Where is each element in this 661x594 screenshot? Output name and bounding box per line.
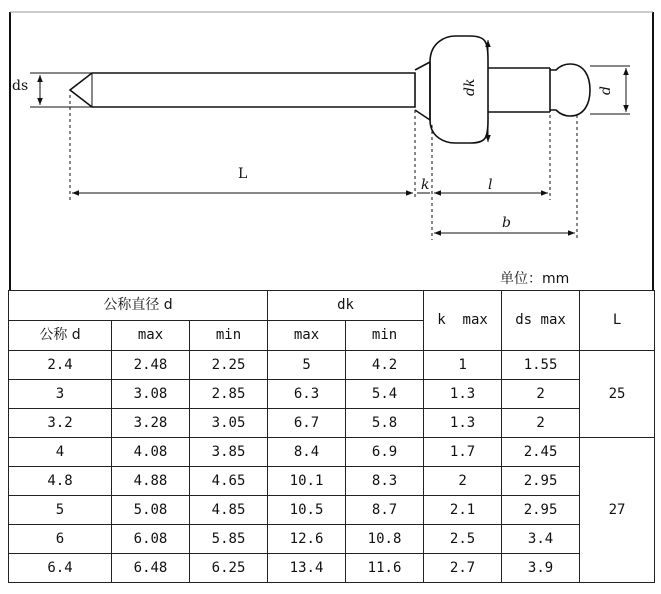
- cell-dk-max: 5: [268, 351, 346, 380]
- header-min: min: [190, 321, 268, 351]
- header-nominal-d: 公称 d: [9, 321, 112, 351]
- cell-max: 4.08: [112, 438, 190, 467]
- cell-dk-max: 13.4: [268, 554, 346, 583]
- table-row: [9, 496, 655, 525]
- header-dk-min: min: [346, 321, 424, 351]
- label-l: l: [488, 177, 493, 193]
- label-L: L: [238, 166, 248, 182]
- table-row: [9, 438, 655, 467]
- cell-dk-max: 10.5: [268, 496, 346, 525]
- mandrel: [70, 73, 415, 107]
- cell-dk-min: 8.3: [346, 467, 424, 496]
- cell-k-max: 2.5: [424, 525, 502, 554]
- cell-max: 3.28: [112, 409, 190, 438]
- label-dk: dk: [462, 78, 478, 96]
- cell-nominal-d: 3.2: [9, 409, 112, 438]
- header-dk: dk: [268, 291, 424, 321]
- cell-k-max: 1.7: [424, 438, 502, 467]
- header-nominal-diameter: 公称直径 d: [9, 291, 268, 321]
- cell-dk-min: 6.9: [346, 438, 424, 467]
- rivet-body: [488, 64, 590, 116]
- unit-label: 单位：mm: [500, 271, 570, 287]
- cell-k-max: 2: [424, 467, 502, 496]
- cell-k-max: 1: [424, 351, 502, 380]
- cell-ds-max: 2.45: [502, 438, 580, 467]
- cell-L-group-1: 25: [580, 351, 655, 438]
- cell-nominal-d: 2.4: [9, 351, 112, 380]
- cell-dk-min: 8.7: [346, 496, 424, 525]
- cell-ds-max: 1.55: [502, 351, 580, 380]
- cell-dk-max: 12.6: [268, 525, 346, 554]
- cell-max: 5.08: [112, 496, 190, 525]
- cell-min: 2.25: [190, 351, 268, 380]
- cell-min: 3.85: [190, 438, 268, 467]
- cell-max: 6.08: [112, 525, 190, 554]
- rivet-drawing: [0, 0, 661, 290]
- header-row-1: [9, 291, 655, 321]
- cell-dk-max: 6.3: [268, 380, 346, 409]
- cell-dk-max: 8.4: [268, 438, 346, 467]
- cell-k-max: 1.3: [424, 380, 502, 409]
- cell-dk-max: 10.1: [268, 467, 346, 496]
- cell-ds-max: 2: [502, 380, 580, 409]
- table-row: [9, 380, 655, 409]
- cell-ds-max: 2.95: [502, 496, 580, 525]
- cell-k-max: 2.1: [424, 496, 502, 525]
- header-dk-max: max: [268, 321, 346, 351]
- cell-nominal-d: 6.4: [9, 554, 112, 583]
- table-row: [9, 467, 655, 496]
- cell-max: 3.08: [112, 380, 190, 409]
- cell-min: 6.25: [190, 554, 268, 583]
- cell-nominal-d: 5: [9, 496, 112, 525]
- header-k-max: k max: [424, 291, 502, 351]
- label-k: k: [421, 177, 430, 193]
- cell-dk-min: 10.8: [346, 525, 424, 554]
- cell-max: 2.48: [112, 351, 190, 380]
- cell-dk-min: 5.4: [346, 380, 424, 409]
- table-row: [9, 554, 655, 583]
- cell-dk-min: 4.2: [346, 351, 424, 380]
- cell-k-max: 1.3: [424, 409, 502, 438]
- cell-k-max: 2.7: [424, 554, 502, 583]
- label-d: d: [598, 86, 614, 95]
- header-L: L: [580, 291, 655, 351]
- header-max: max: [112, 321, 190, 351]
- cell-ds-max: 2.95: [502, 467, 580, 496]
- header-ds-max: ds max: [502, 291, 580, 351]
- cell-min: 4.65: [190, 467, 268, 496]
- table-row: [9, 351, 655, 380]
- table-row: [9, 525, 655, 554]
- cell-max: 4.88: [112, 467, 190, 496]
- cell-dk-min: 5.8: [346, 409, 424, 438]
- cell-min: 3.05: [190, 409, 268, 438]
- cell-min: 4.85: [190, 496, 268, 525]
- cell-nominal-d: 3: [9, 380, 112, 409]
- cell-max: 6.48: [112, 554, 190, 583]
- cell-nominal-d: 4.8: [9, 467, 112, 496]
- cell-dk-min: 11.6: [346, 554, 424, 583]
- cell-ds-max: 3.4: [502, 525, 580, 554]
- cell-nominal-d: 6: [9, 525, 112, 554]
- cell-min: 2.85: [190, 380, 268, 409]
- table-row: [9, 409, 655, 438]
- cell-dk-max: 6.7: [268, 409, 346, 438]
- spec-table: [8, 290, 655, 583]
- cell-ds-max: 2: [502, 409, 580, 438]
- cell-L-group-2: 27: [580, 438, 655, 583]
- label-b: b: [502, 215, 511, 231]
- cell-min: 5.85: [190, 525, 268, 554]
- label-ds: ds: [12, 78, 29, 94]
- cell-nominal-d: 4: [9, 438, 112, 467]
- cell-ds-max: 3.9: [502, 554, 580, 583]
